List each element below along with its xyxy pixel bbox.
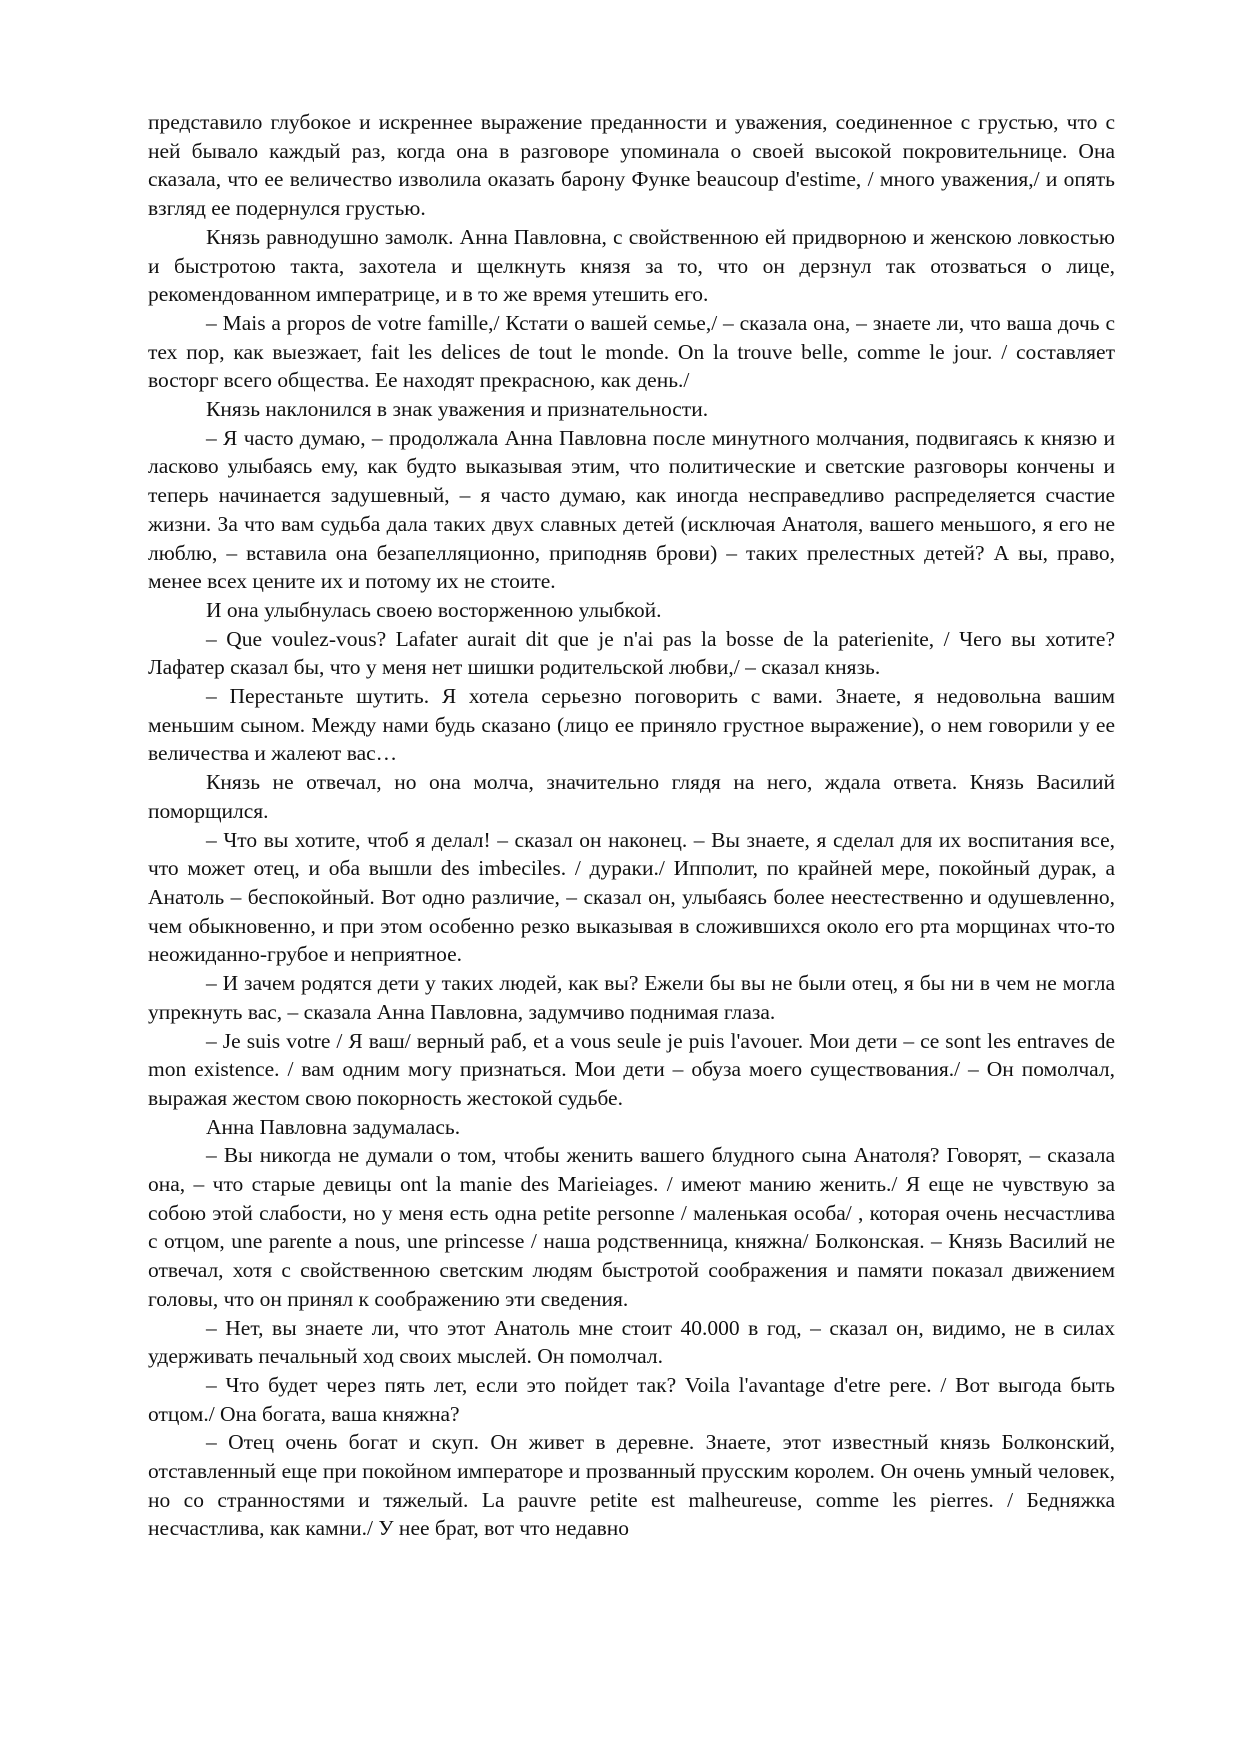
paragraph: Князь наклонился в знак уважения и признательности. <box>206 397 709 422</box>
paragraph: – Que voulez-vous? Lafater aurait dit que je n'ai pas la bosse de la paterienite, / Чего вы хотите? Лафатер сказал бы, что у меня нет шишки родительской любви,/ – сказал князь. <box>148 626 1115 680</box>
paragraph: Князь равнодушно замолк. Анна Павловна, с свойственною ей придворною и женскою ловкостью и быстротою такта, захотела и щелкнуть князя за то, что он дерзнул так отозваться о лице, рекомендованном императрице, и в то же время утешить его. <box>148 224 1115 307</box>
paragraph: Анна Павловна задумалась. <box>206 1114 461 1139</box>
paragraph: – Что будет через пять лет, если это пойдет так? Voila l'avantage d'etre pere. / Вот выгода быть отцом./ Она богата, ваша княжна? <box>148 1372 1115 1426</box>
paragraph: Князь не отвечал, но она молча, значительно глядя на него, ждала ответа. Князь Василий поморщился. <box>148 770 1115 823</box>
paragraph: – Нет, вы знаете ли, что этот Анатоль мне стоит 40.000 в год, – сказал он, видимо, не в силах удерживать печальный ход своих мыслей. Он помолчал. <box>148 1315 1115 1369</box>
paragraph: – Перестаньте шутить. Я хотела серьезно поговорить с вами. Знаете, я недовольна вашим меньшим сыном. Между нами будь сказано (лицо ее приняло грустное выражение), о нем говорили у ее величества и жалеют вас… <box>148 684 1115 766</box>
paragraph: – Вы никогда не думали о том, чтобы женить вашего блудного сына Анатоля? Говорят, – сказала она, – что старые девицы ont la manie des Marieiages. / имеют манию женить./ Я еще не чувствую за собою этой слабости, но у меня есть одна petite personne / маленькая особа/ , которая очень несчастлива с отцом, une parente a nous, une princesse / наша родственница, княжна/ Болконская. – Князь Василий не отвечал, хотя с свойственною светским людям быстротой соображения и памяти показал движением головы, что он принял к соображению эти сведения. <box>148 1143 1115 1311</box>
paragraph: – Я часто думаю, – продолжала Анна Павловна после минутного молчания, подвигаясь к князю и ласково улыбаясь ему, как будто выказывая этим, что политические и светские разговоры кончены и теперь начинается задушевный, – я часто думаю, как иногда несправедливо распределяется счастие жизни. За что вам судьба дала таких двух славных детей (исключая Анатоля, вашего меньшого, я его не люблю, – вставила она безапелляционно, приподняв брови) – таких прелестных детей? А вы, право, менее всех цените их и потому их не стоите. <box>148 425 1115 594</box>
paragraph: представило глубокое и искреннее выражение преданности и уважения, соединенное с грустью, что с ней бывало каждый раз, когда она в разговоре упоминала о своей высокой покровительнице. Она сказала, что ее величество изволила оказать барону Функе beaucoup d'estime, / много уважения,/ и опять взгляд ее подернулся грустью. <box>148 110 1115 221</box>
paragraph: – И зачем родятся дети у таких людей, как вы? Ежели бы вы не были отец, я бы ни в чем не могла упрекнуть вас, – сказала Анна Павловна, задумчиво поднимая глаза. <box>148 971 1115 1024</box>
paragraph: – Отец очень богат и скуп. Он живет в деревне. Знаете, этот известный князь Болконский, отставленный еще при покойном императоре и прозванный прусским королем. Он очень умный человек, но со странностями и тяжелый. La pauvre petite est malheureuse, comme les pierres. / Бедняжка несчастлива, как камни./ У нее брат, вот что недавно <box>148 1430 1115 1541</box>
paragraph: – Mais a propos de votre famille,/ Кстати о вашей семье,/ – сказала она, – знаете ли, что ваша дочь с тех пор, как выезжает, fait les delices de tout le monde. On la trouve belle, comme le jour. / составляет восторг всего общества. Ее находят прекраснoю, как день./ <box>148 310 1115 393</box>
paragraph: И она улыбнулась своею восторженною улыбкой. <box>206 597 662 622</box>
paragraph: – Что вы хотите, чтоб я делал! – сказал он наконец. – Вы знаете, я сделал для их воспитания все, что может отец, и оба вышли des imbeciles. / дураки./ Ипполит, по крайней мере, покойный дурак, а Анатоль – беспокойный. Вот одно различие, – сказал он, улыбаясь более неестественно и одушевленно, чем обыкновенно, и при этом особенно резко выказывая в сложившихся около его рта морщинах что-то неожиданно-грубое и неприятное. <box>148 827 1115 967</box>
paragraph: – Je suis votre / Я ваш/ верный раб, et a vous seule je puis l'avouer. Мои дети – ce sont les entraves de mon existence. / вам одним могу признаться. Мои дети – обуза моего существования./ – Он помолчал, выражая жестом свою покорность жестокой судьбе. <box>148 1028 1115 1110</box>
